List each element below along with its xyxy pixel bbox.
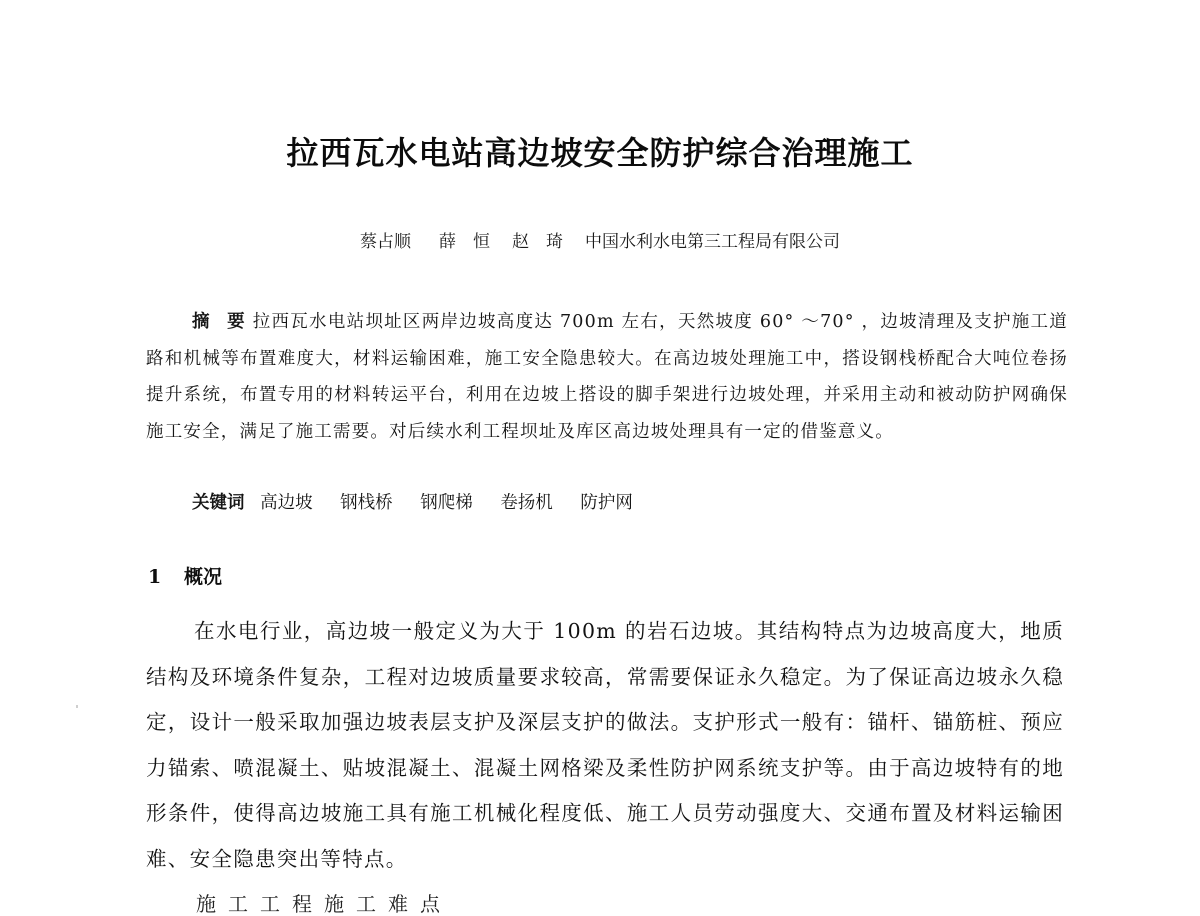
section-title: 概况 bbox=[184, 566, 223, 588]
scan-speck bbox=[76, 705, 78, 708]
abstract-text: 拉西瓦水电站坝址区两岸边坡高度达 700m 左右，天然坡度 60° ～70° ，边坡清理及支护施工道路和机械等布置难度大，材料运输困难，施工安全隐患较大。在高边坡处理施工中，搭设钢栈桥配合大吨位卷扬提升系统，布置专用的材料转运平台，利用在边坡上搭设的脚手架进行边坡处理，并采用主动和被动防护网确保施工安全，满足了施工需要。对后续水利工程坝址及库区高边坡处理具有一定的借鉴意义。 bbox=[146, 312, 1069, 442]
author-name: 赵 琦 bbox=[512, 232, 563, 252]
affiliation: 中国水利水电第三工程局有限公司 bbox=[585, 232, 840, 252]
keyword: 钢爬梯 bbox=[420, 493, 473, 513]
keyword: 钢栈桥 bbox=[340, 493, 393, 513]
section-heading bbox=[148, 562, 222, 592]
author-name: 蔡占顺 bbox=[360, 232, 411, 252]
paper-title: 拉西瓦水电站高边坡安全防护综合治理施工 bbox=[286, 134, 914, 172]
keyword: 防护网 bbox=[580, 493, 633, 513]
keywords-label: 关键词 bbox=[192, 493, 245, 513]
section-number: 1 bbox=[148, 566, 162, 588]
cut-off-line: 施工工程施工难点 bbox=[196, 892, 452, 916]
author-name: 薛 恒 bbox=[439, 232, 490, 252]
section-paragraph: 在水电行业，高边坡一般定义为大于 100m 的岩石边坡。其结构特点为边坡高度大，地质结构及环境条件复杂，工程对边坡质量要求较高，常需要保证永久稳定。为了保证高边坡永久稳定，设计一般采取加强边坡表层支护及深层支护的做法。支护形式一般有：锚杆、锚筋桩、预应力锚索、喷混凝土、贴坡混凝土、混凝土网格梁及柔性防护网系统支护等。由于高边坡特有的地形条件，使得高边坡施工具有施工机械化程度低、施工人员劳动强度大、交通布置及材料运输困难、安全隐患突出等特点。 bbox=[146, 619, 1064, 871]
keyword: 卷扬机 bbox=[500, 493, 553, 513]
author-line bbox=[0, 230, 1200, 254]
abstract bbox=[146, 304, 1068, 450]
keywords bbox=[192, 485, 655, 521]
abstract-label: 摘 要 bbox=[192, 312, 245, 332]
keyword: 高边坡 bbox=[260, 493, 313, 513]
